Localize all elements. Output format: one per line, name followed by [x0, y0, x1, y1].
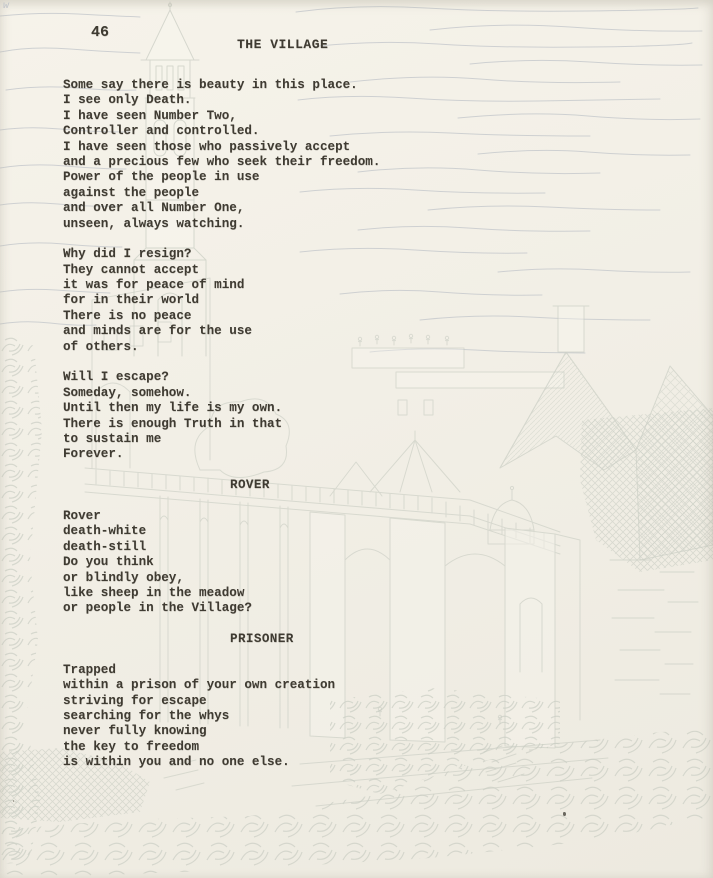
poem-title-prisoner: PRISONER	[230, 632, 294, 647]
poem-line: Controller and controlled.	[63, 124, 260, 139]
poem-line: They cannot accept	[63, 262, 200, 277]
poem-title-rover: ROVER	[230, 478, 270, 493]
poem-line: of others.	[63, 339, 139, 354]
stanza	[63, 509, 663, 617]
poem-line: death-still	[63, 539, 147, 554]
poem-line: unseen, always watching.	[63, 216, 245, 231]
paper-speck	[563, 812, 566, 816]
poem-line: I have seen those who passively accept	[63, 139, 351, 154]
poem-line: to sustain me	[63, 431, 162, 446]
poem-line: Someday, somehow.	[63, 385, 192, 400]
poem-line: There is no peace	[63, 308, 192, 323]
poem-line: is within you and no one else.	[63, 755, 290, 770]
poem-line: or people in the Village?	[63, 601, 252, 616]
poem-line: against the people	[63, 185, 200, 200]
poem-line: searching for the whys	[63, 709, 230, 724]
stanza	[63, 370, 663, 462]
page-number: 46	[91, 24, 110, 41]
poem-line: Forever.	[63, 447, 124, 462]
poem-line: death-white	[63, 524, 147, 539]
poem-line: never fully knowing	[63, 724, 207, 739]
corner-pencil-mark: w	[3, 1, 10, 12]
poem-line: like sheep in the meadow	[63, 585, 245, 600]
poem-line: for in their world	[63, 293, 200, 308]
poem-line: and a precious few who seek their freedom.	[63, 154, 381, 169]
poem-line: Power of the people in use	[63, 170, 260, 185]
poem-line: and minds are for the use	[63, 324, 252, 339]
poem-line: Until then my life is my own.	[63, 401, 283, 416]
stanza	[63, 663, 663, 771]
poem-line: and over all Number One,	[63, 201, 245, 216]
poem-line: striving for escape	[63, 693, 207, 708]
poem-text	[63, 78, 663, 786]
poem-line: it was for peace of mind	[63, 278, 245, 293]
stanza	[63, 78, 663, 232]
stanza	[63, 247, 663, 355]
poem-line: the key to freedom	[63, 739, 200, 754]
poem-line: Why did I resign?	[63, 247, 192, 262]
poem-line: or blindly obey,	[63, 570, 184, 585]
poem-line: There is enough Truth in that	[63, 416, 283, 431]
poem-line: Some say there is beauty in this place.	[63, 78, 358, 92]
poem-line: Trapped	[63, 662, 116, 677]
poem-line: Do you think	[63, 555, 154, 570]
poem-line: Rover	[63, 508, 101, 523]
poem-line: Will I escape?	[63, 370, 169, 385]
poem-line: within a prison of your own creation	[63, 678, 336, 693]
poem-line: I have seen Number Two,	[63, 108, 237, 123]
poem-line: I see only Death.	[63, 93, 192, 108]
page-title: THE VILLAGE	[237, 37, 329, 52]
